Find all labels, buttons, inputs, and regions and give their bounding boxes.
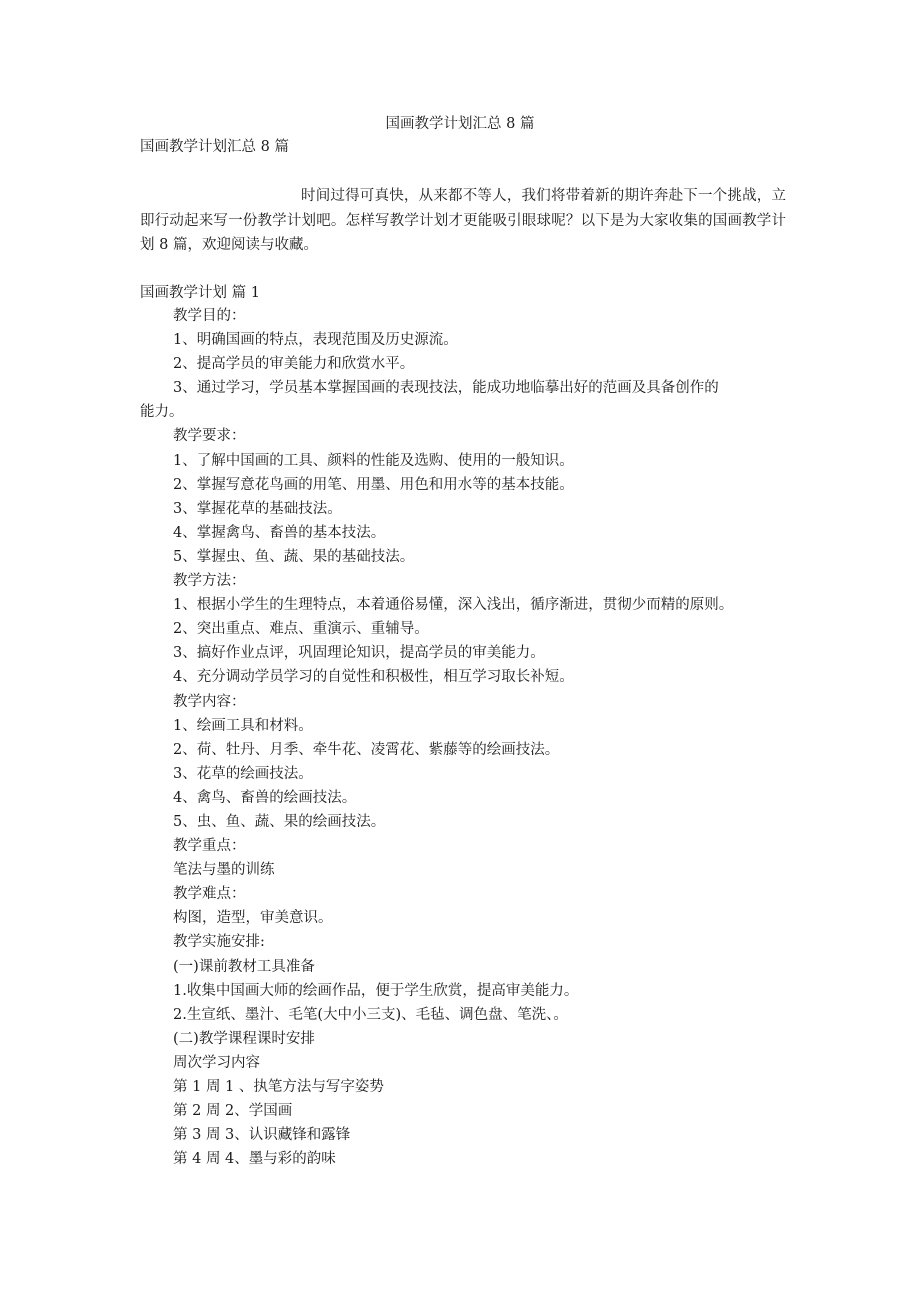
- text-line: 2、提高学员的审美能力和欣赏水平。: [173, 356, 415, 373]
- text-line: 教学重点：: [173, 838, 246, 855]
- intro-paragraph: 时间过得可真快，从来都不等人，我们将带着新的期许奔赴下一个挑战，立即行动起来写一份教学计划吧。怎样写教学计划才更能吸引眼球呢？以下是为大家收集的国画教学计划 8 篇，欢迎阅读与收藏。: [140, 188, 786, 253]
- text-line: 第 4 周 4、墨与彩的韵味: [173, 1151, 336, 1168]
- body-text: [140, 304, 790, 1171]
- text-line: 4、禽鸟、畜兽的绘画技法。: [173, 789, 357, 806]
- document-subtitle: 国画教学计划汇总 8 篇: [140, 139, 289, 155]
- text-line: 3、花草的绘画技法。: [173, 765, 313, 782]
- text-line: 教学方法：: [173, 573, 246, 590]
- text-line: 2、掌握写意花鸟画的用笔、用墨、用色和用水等的基本技能。: [173, 476, 574, 493]
- text-line: 1、根据小学生的生理特点，本着通俗易懂，深入浅出，循序渐进，贯彻少而精的原则。: [173, 597, 734, 614]
- text-line: 1、了解中国画的工具、颜料的性能及选购、使用的一般知识。: [173, 452, 574, 469]
- text-line: (一)课前教材工具准备: [173, 958, 315, 975]
- text-line: 2、荷、牡丹、月季、牵牛花、凌霄花、紫藤等的绘画技法。: [173, 741, 560, 758]
- document-title: 国画教学计划汇总 8 篇: [385, 116, 535, 132]
- text-line: 第 3 周 3、认识藏锋和露锋: [173, 1127, 351, 1144]
- text-line: (二)教学课程课时安排: [173, 1030, 315, 1047]
- text-line: 构图，造型，审美意识。: [173, 910, 333, 927]
- text-line: 3、搞好作业点评，巩固理论知识，提高学员的审美能力。: [173, 645, 545, 662]
- section-heading: 国画教学计划 篇 1: [140, 285, 260, 301]
- text-line: 4、充分调动学员学习的自觉性和积极性，相互学习取长补短。: [173, 669, 574, 686]
- text-line: 教学要求：: [173, 428, 246, 445]
- text-line: 3、掌握花草的基础技法。: [173, 500, 342, 517]
- text-line: 2、突出重点、难点、重演示、重辅导。: [173, 621, 429, 638]
- text-line: 1、明确国画的特点，表现范围及历史源流。: [173, 332, 458, 349]
- text-line: 3、通过学习，学员基本掌握国画的表现技法，能成功地临摹出好的范画及具备创作的: [173, 380, 719, 397]
- text-line: 5、虫、鱼、蔬、果的绘画技法。: [173, 813, 386, 830]
- text-line: 笔法与墨的训练: [173, 862, 275, 879]
- text-line: 周次学习内容: [173, 1054, 260, 1071]
- text-line: 5、掌握虫、鱼、蔬、果的基础技法。: [173, 548, 415, 565]
- text-line: 4、掌握禽鸟、畜兽的基本技法。: [173, 524, 386, 541]
- text-line: 1、绘画工具和材料。: [173, 717, 313, 734]
- text-line: 第 2 周 2、学国画: [173, 1103, 293, 1120]
- text-line: 第 1 周 1 、执笔方法与写字姿势: [173, 1079, 384, 1095]
- text-line: 1.收集中国画大师的绘画作品，便于学生欣赏，提高审美能力。: [173, 982, 579, 999]
- text-line: 教学实施安排:: [173, 934, 265, 951]
- text-line: 教学难点：: [173, 886, 246, 903]
- text-line: 2.生宣纸、墨汁、毛笔(大中小三支)、毛毡、调色盘、笔洗、。: [173, 1006, 568, 1023]
- text-line: 教学内容：: [173, 693, 246, 710]
- text-line: 教学目的：: [173, 308, 246, 324]
- text-line: 能力。: [140, 404, 184, 421]
